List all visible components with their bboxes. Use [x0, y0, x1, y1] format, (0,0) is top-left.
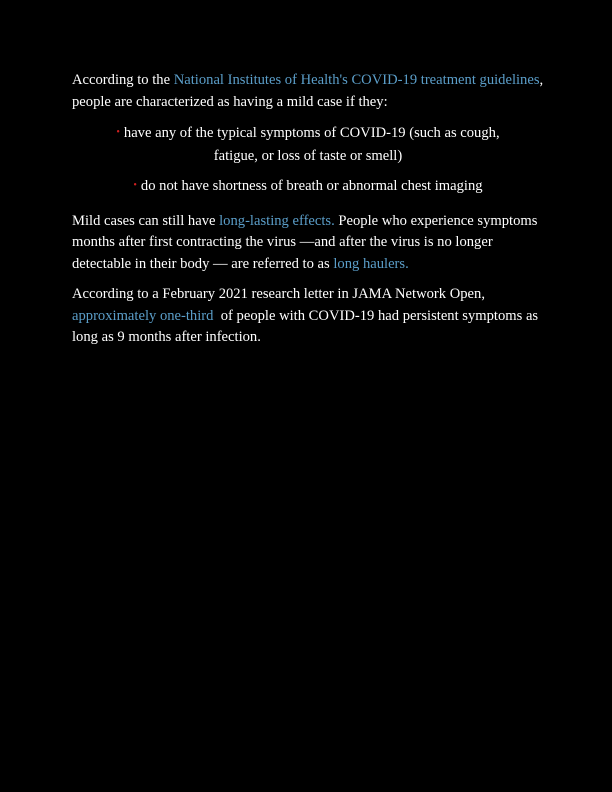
list-item-text: have any of the typical symptoms of COVID-19 (such as cough, fatigue, or loss of taste or smell) — [123, 125, 500, 164]
mild-cases-paragraph — [72, 211, 544, 276]
mild-prefix: Mild cases can still have — [72, 212, 220, 229]
intro-paragraph — [72, 70, 544, 113]
document-page — [72, 70, 544, 349]
long-haulers-link[interactable]: long haulers. — [333, 255, 409, 272]
list-item-text: do not have shortness of breath or abnormal chest imaging — [140, 178, 483, 194]
long-lasting-effects-link[interactable]: long-lasting effects. — [219, 212, 335, 229]
mild-case-criteria-list — [72, 123, 544, 199]
jama-prefix: According to a February 2021 research letter in JAMA Network Open, — [72, 286, 485, 302]
bullet-icon: • — [133, 180, 137, 191]
intro-prefix: According to the — [72, 72, 174, 88]
one-third-link[interactable]: approximately one-third — [72, 307, 214, 324]
bullet-icon: • — [116, 127, 120, 138]
nih-guidelines-link[interactable]: National Institutes of Health's COVID-19 treatment guidelines — [173, 72, 540, 88]
intro-suffix: , people are characterized as having a mild case if they: — [72, 72, 544, 110]
jama-suffix: of people with COVID-19 had persistent symptoms as long as 9 months after infection. — [72, 307, 542, 345]
jama-paragraph — [72, 284, 544, 349]
mild-middle: People who experience symptoms months after first contracting the virus —and after the virus is no longer detectable in their body — are referred to as — [72, 212, 538, 272]
list-item — [72, 176, 544, 199]
list-item — [72, 123, 544, 167]
